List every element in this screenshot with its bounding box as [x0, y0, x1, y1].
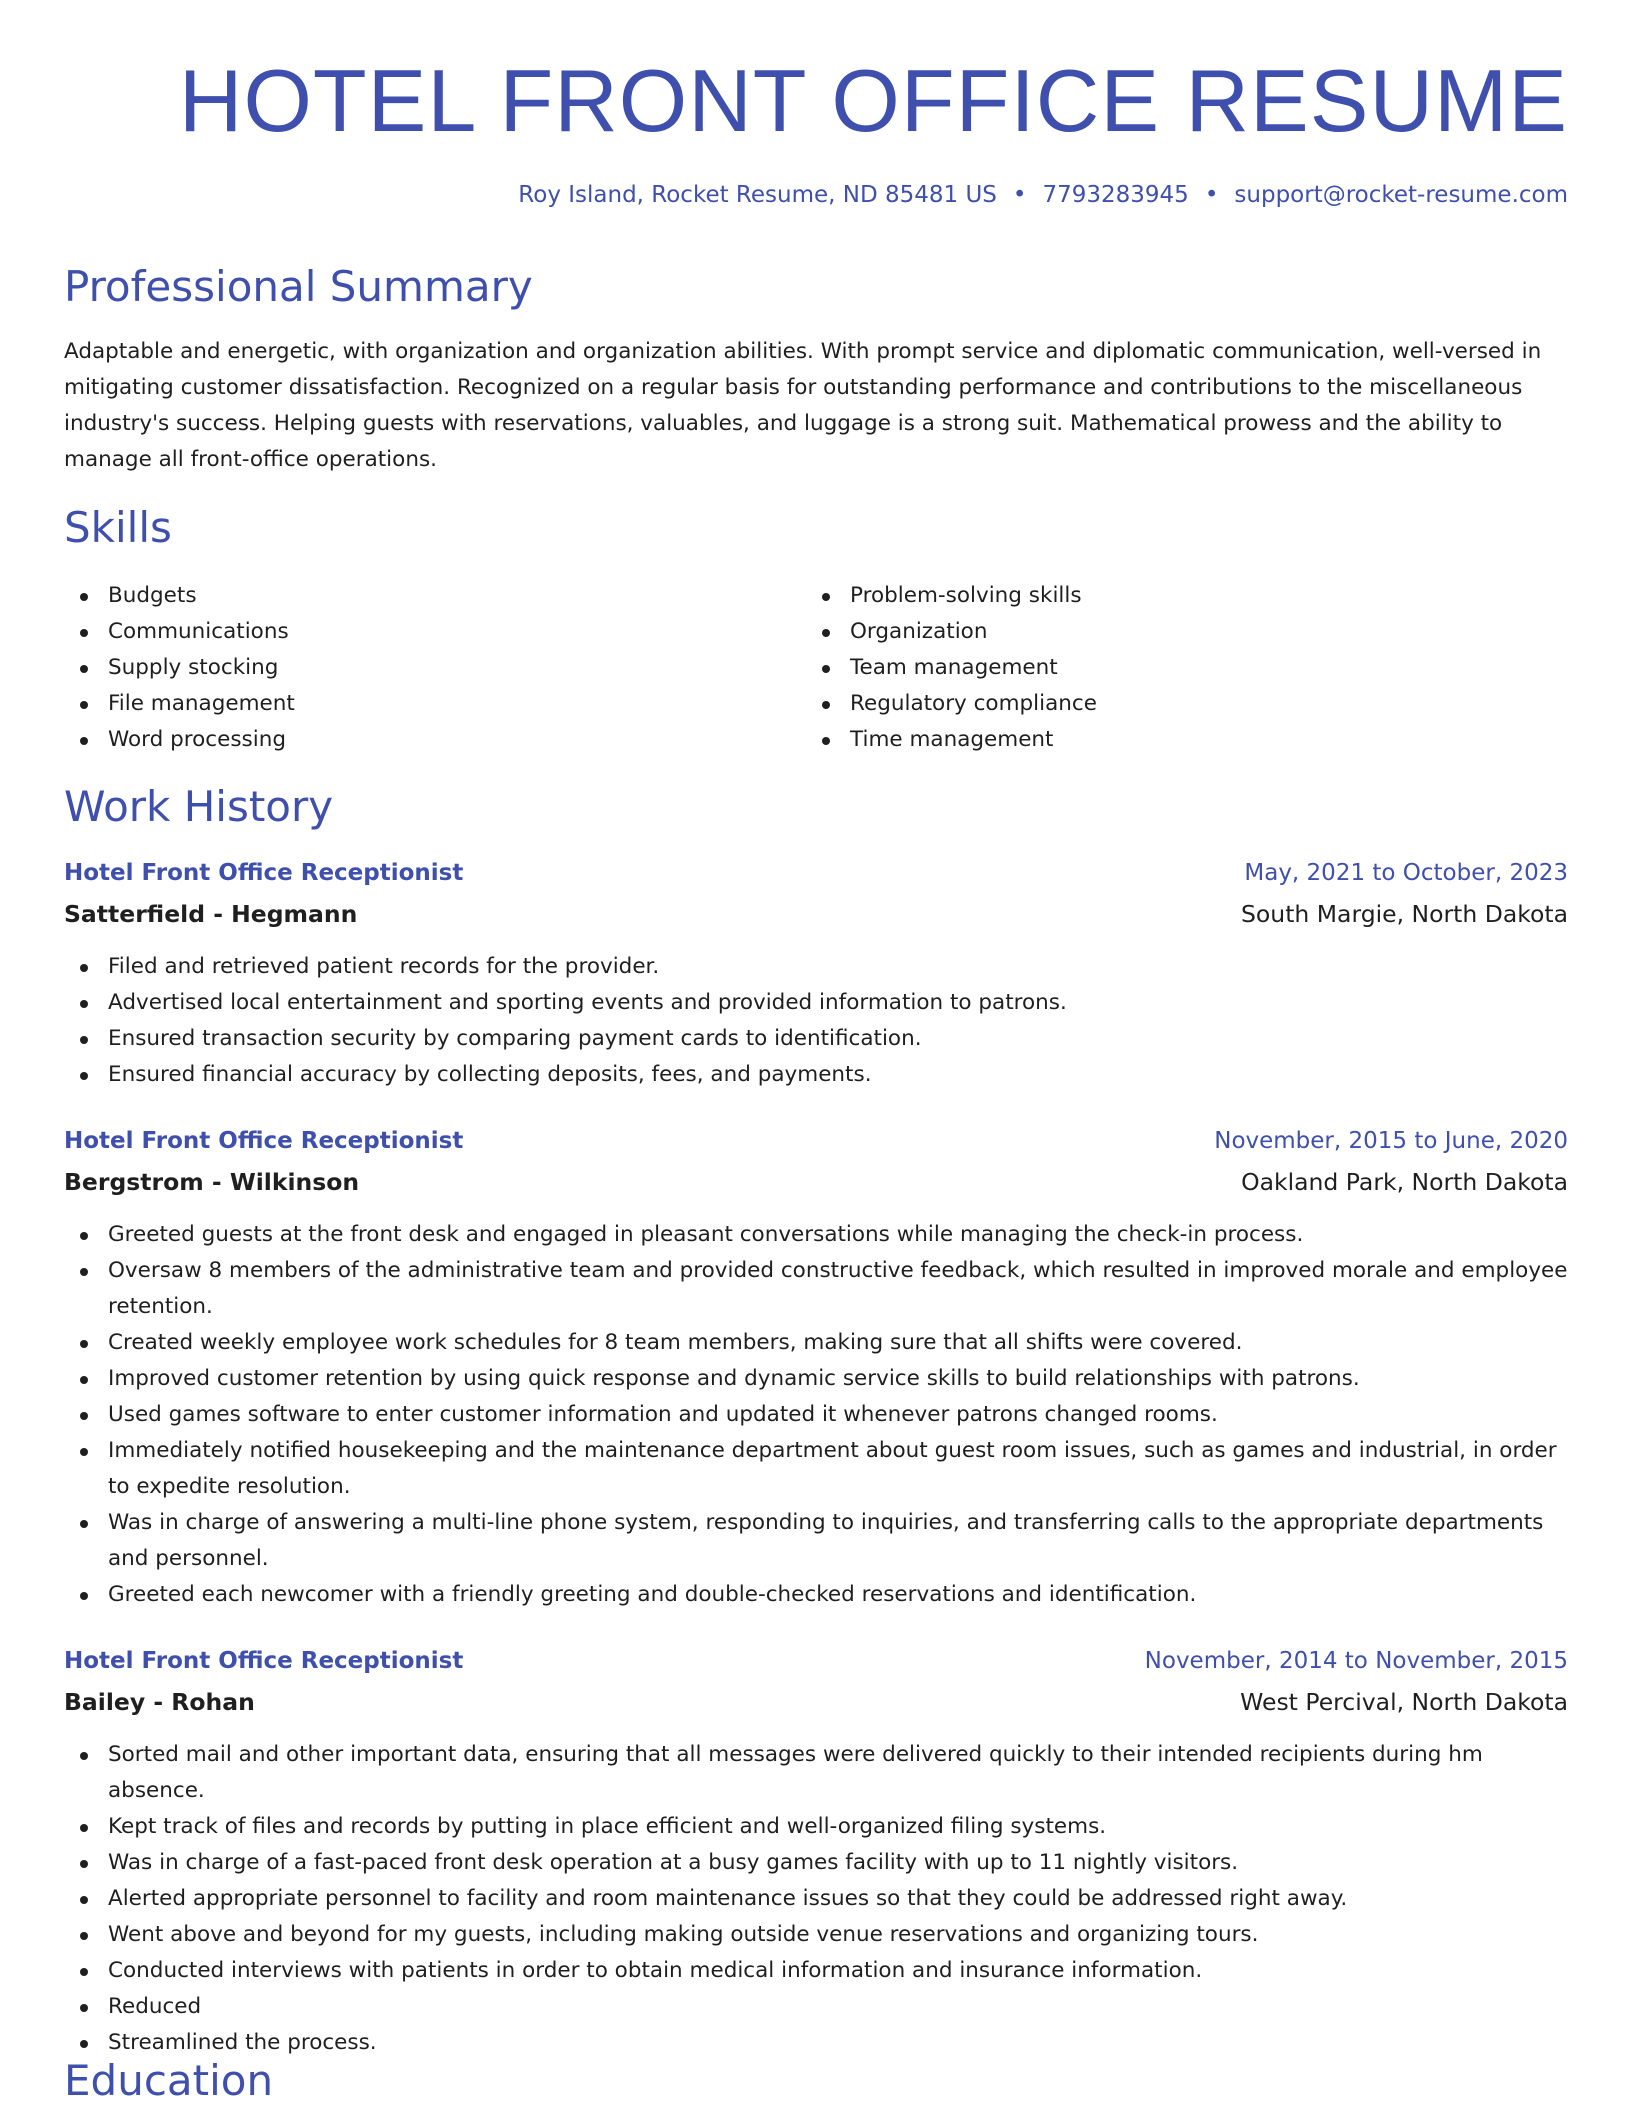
education-heading: Education: [64, 2056, 274, 2105]
job-title: Hotel Front Office Receptionist: [64, 1648, 464, 1674]
job-bullet-text: Conducted interviews with patients in order to obtain medical information and insurance information.: [108, 1958, 1203, 1983]
summary-heading: Professional Summary: [64, 262, 533, 311]
job-bullet-text: Sorted mail and other important data, ensuring that all messages were delivered quickly to their intended recipients during hm absence.: [108, 1742, 1483, 1803]
job-bullet-text: Kept track of files and records by putting in place efficient and well-organized filing systems.: [108, 1814, 1107, 1839]
bullet-icon: [80, 1752, 88, 1760]
job-bullet-text: Oversaw 8 members of the administrative team and provided constructive feedback, which resulted in improved morale and employee retention.: [108, 1258, 1568, 1319]
bullet-icon: [80, 1896, 88, 1904]
job-title: Hotel Front Office Receptionist: [64, 860, 464, 886]
job-bullet-text: Greeted each newcomer with a friendly greeting and double-checked reservations and identification.: [108, 1582, 1197, 1607]
bullet-icon: [80, 1072, 88, 1080]
list-item: [64, 1253, 1568, 1325]
job-dates: May, 2021 to October, 2023: [1244, 860, 1568, 886]
skill-label: File management: [108, 691, 295, 716]
job-bullets: [64, 1737, 1568, 2061]
bullet-icon: [80, 1376, 88, 1384]
bullet-icon: [80, 1520, 88, 1528]
bullet-icon: [822, 701, 830, 709]
list-item: [64, 1505, 1568, 1577]
skill-label: Time management: [850, 727, 1054, 752]
job-company: Bailey - Rohan: [64, 1688, 255, 1716]
list-item: [64, 1217, 1568, 1253]
skill-item: [806, 722, 1097, 758]
list-item: [64, 1325, 1568, 1361]
bullet-icon: [80, 1036, 88, 1044]
job-bullet-text: Greeted guests at the front desk and engaged in pleasant conversations while managing the check-in process.: [108, 1222, 1304, 1247]
skill-item: [64, 686, 295, 722]
skill-label: Word processing: [108, 727, 286, 752]
job-company: Bergstrom - Wilkinson: [64, 1168, 360, 1196]
list-item: [64, 1397, 1568, 1433]
list-item: [64, 1737, 1568, 1809]
bullet-icon: [80, 629, 88, 637]
list-item: [64, 1809, 1568, 1845]
bullet-icon: [80, 2040, 88, 2048]
bullet-icon: [80, 2004, 88, 2012]
bullet-icon: [80, 1340, 88, 1348]
bullet-icon: [80, 1968, 88, 1976]
list-item: [64, 1989, 1568, 2025]
bullet-icon: [80, 1412, 88, 1420]
job-title: Hotel Front Office Receptionist: [64, 1128, 464, 1154]
skills-heading: Skills: [64, 503, 172, 552]
skill-label: Regulatory compliance: [850, 691, 1097, 716]
bullet-icon: [80, 1932, 88, 1940]
skill-item: [64, 650, 295, 686]
skills-column-left: [64, 578, 295, 758]
list-item: [64, 949, 1568, 985]
contact-separator: •: [1012, 182, 1027, 208]
bullet-icon: [822, 593, 830, 601]
job-bullet-text: Reduced: [108, 1994, 202, 2019]
list-item: [64, 1881, 1568, 1917]
list-item: [64, 1021, 1568, 1057]
job-bullet-text: Ensured financial accuracy by collecting deposits, fees, and payments.: [108, 1062, 872, 1087]
bullet-icon: [80, 737, 88, 745]
skill-label: Team management: [850, 655, 1058, 680]
job-dates: November, 2015 to June, 2020: [1214, 1128, 1568, 1154]
job-bullet-text: Ensured transaction security by comparing payment cards to identification.: [108, 1026, 922, 1051]
skills-column-right: [806, 578, 1097, 758]
contact-line: [518, 182, 1568, 208]
skill-label: Organization: [850, 619, 988, 644]
job-bullet-text: Alerted appropriate personnel to facility and room maintenance issues so that they could be addressed right away.: [108, 1886, 1348, 1911]
bullet-icon: [80, 1232, 88, 1240]
bullet-icon: [80, 593, 88, 601]
job-bullet-text: Was in charge of answering a multi-line phone system, responding to inquiries, and transferring calls to the appropriate departments and personnel.: [108, 1510, 1544, 1571]
bullet-icon: [80, 701, 88, 709]
job-bullet-text: Was in charge of a fast-paced front desk operation at a busy games facility with up to 11 nightly visitors.: [108, 1850, 1239, 1875]
skill-item: [806, 614, 1097, 650]
list-item: [64, 1577, 1568, 1613]
resume-title: HOTEL FRONT OFFICE RESUME: [178, 51, 1568, 150]
contact-email: support@rocket-resume.com: [1234, 182, 1568, 208]
contact-separator: •: [1204, 182, 1219, 208]
job-bullet-text: Immediately notified housekeeping and the maintenance department about guest room issues, such as games and industrial, in order to expedite resolution.: [108, 1438, 1557, 1499]
list-item: [64, 1917, 1568, 1953]
contact-phone: 7793283945: [1042, 182, 1189, 208]
bullet-icon: [80, 1860, 88, 1868]
contact-address: Roy Island, Rocket Resume, ND 85481 US: [518, 182, 997, 208]
list-item: [64, 2025, 1568, 2061]
list-item: [64, 1433, 1568, 1505]
job-bullets: [64, 1217, 1568, 1613]
skill-item: [64, 578, 295, 614]
job-dates: November, 2014 to November, 2015: [1144, 1648, 1568, 1674]
bullet-icon: [822, 665, 830, 673]
skill-label: Budgets: [108, 583, 197, 608]
skill-label: Supply stocking: [108, 655, 279, 680]
job-bullet-text: Improved customer retention by using quick response and dynamic service skills to build relationships with patrons.: [108, 1366, 1360, 1391]
list-item: [64, 1361, 1568, 1397]
bullet-icon: [822, 629, 830, 637]
skill-item: [806, 650, 1097, 686]
job-bullet-text: Created weekly employee work schedules for 8 team members, making sure that all shifts were covered.: [108, 1330, 1243, 1355]
job-bullet-text: Streamlined the process.: [108, 2030, 377, 2055]
job-bullets: [64, 949, 1568, 1093]
job-bullet-text: Went above and beyond for my guests, including making outside venue reservations and organizing tours.: [108, 1922, 1259, 1947]
job-location: South Margie, North Dakota: [1241, 900, 1568, 928]
bullet-icon: [822, 737, 830, 745]
skill-item: [806, 686, 1097, 722]
job-bullet-text: Used games software to enter customer information and updated it whenever patrons changed rooms.: [108, 1402, 1218, 1427]
bullet-icon: [80, 665, 88, 673]
bullet-icon: [80, 1448, 88, 1456]
job-company: Satterfield - Hegmann: [64, 900, 358, 928]
list-item: [64, 1845, 1568, 1881]
list-item: [64, 1057, 1568, 1093]
bullet-icon: [80, 1824, 88, 1832]
skill-item: [64, 722, 295, 758]
work-history-heading: Work History: [64, 782, 334, 831]
job-bullet-text: Filed and retrieved patient records for the provider.: [108, 954, 660, 979]
summary-text: Adaptable and energetic, with organization and organization abilities. With prompt service and diplomatic communication, well-versed in mitigating customer dissatisfaction. Recognized on a regular basis for outstanding performance and contributions to the miscellaneous industry's success. Helping guests with reservations, valuables, and luggage is a strong suit. Mathematical prowess and the ability to manage all front-office operations.: [64, 339, 1542, 472]
bullet-icon: [80, 964, 88, 972]
skill-label: Communications: [108, 619, 289, 644]
list-item: [64, 985, 1568, 1021]
job-bullet-text: Advertised local entertainment and sporting events and provided information to patrons.: [108, 990, 1067, 1015]
job-location: Oakland Park, North Dakota: [1241, 1168, 1568, 1196]
skill-label: Problem-solving skills: [850, 583, 1082, 608]
bullet-icon: [80, 1592, 88, 1600]
bullet-icon: [80, 1000, 88, 1008]
skill-item: [64, 614, 295, 650]
skill-item: [806, 578, 1097, 614]
bullet-icon: [80, 1268, 88, 1276]
list-item: [64, 1953, 1568, 1989]
job-location: West Percival, North Dakota: [1240, 1688, 1568, 1716]
